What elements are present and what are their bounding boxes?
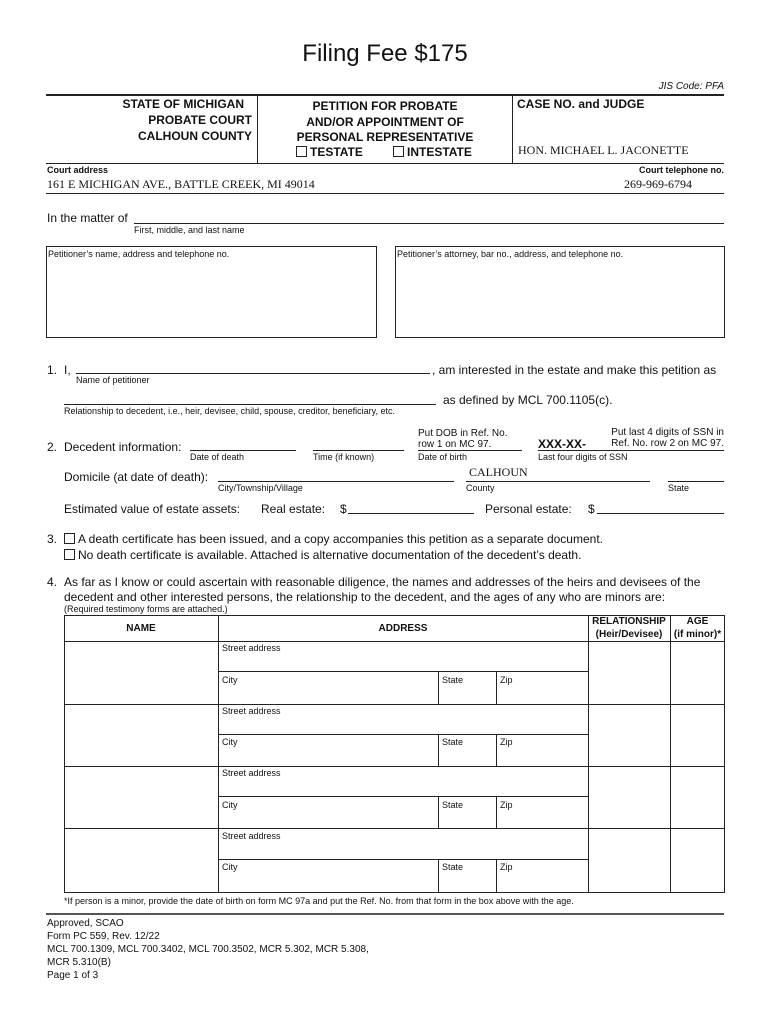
row1-state-label: State [442, 675, 464, 685]
domicile-state-field[interactable] [668, 481, 724, 482]
petition-title-2: AND/OR APPOINTMENT OF [306, 115, 464, 129]
item4-number: 4. [47, 575, 58, 589]
court-type: PROBATE COURT [148, 113, 252, 127]
court-phone: 269-969-6794 [624, 177, 692, 191]
header-divider-2 [512, 95, 513, 163]
jis-code: JIS Code: PFA [658, 81, 724, 92]
intestate-checkbox[interactable] [393, 146, 404, 157]
row2-zip-label: Zip [500, 737, 513, 747]
no-death-certificate-checkbox[interactable] [64, 549, 75, 560]
date-of-birth-label: Date of birth [418, 452, 468, 462]
footer-approved: Approved, SCAO [47, 918, 124, 929]
dob-note-1: Put DOB in Ref. No. [418, 428, 508, 439]
court-address: 161 E MICHIGAN AVE., BATTLE CREEK, MI 49014 [47, 177, 315, 191]
county-label: County [466, 483, 495, 493]
row3-state-rule [438, 796, 439, 828]
filing-fee-title: Filing Fee $175 [302, 40, 468, 67]
petitioner-box[interactable] [46, 246, 377, 338]
real-estate-dollar: $ [340, 502, 347, 516]
petition-title-3: PERSONAL REPRESENTATIVE [296, 130, 474, 144]
row3-city-label: City [222, 800, 238, 810]
court-phone-label: Court telephone no. [639, 165, 724, 175]
row4-street-label: Street address [222, 831, 281, 841]
matter-name-field[interactable] [134, 223, 724, 224]
date-of-death-field[interactable] [190, 450, 296, 451]
header-relationship-sub: (Heir/Devisee) [595, 629, 663, 640]
court-county: CALHOUN COUNTY [138, 129, 252, 143]
decedent-info-label: Decedent information: [64, 440, 182, 454]
dob-note-2: row 1 on MC 97. [418, 439, 492, 450]
matter-label: In the matter of [47, 211, 128, 225]
death-certificate-issued-label: A death certificate has been issued, and a copy accompanies this petition as a separate document. [78, 532, 603, 546]
intestate-option[interactable] [393, 145, 472, 159]
item1-tail: , am interested in the estate and make this petition as [432, 363, 717, 377]
judge-name: HON. MICHAEL L. JACONETTE [518, 143, 689, 157]
row1-zip-label: Zip [500, 675, 513, 685]
domicile-county-value: CALHOUN [469, 465, 528, 479]
table-col-rule-2 [588, 615, 589, 893]
header-name: NAME [126, 623, 156, 634]
relationship-label: Relationship to decedent, i.e., heir, devisee, child, spouse, creditor, beneficiary, etc. [64, 406, 396, 416]
attorney-box-label: Petitioner’s attorney, bar no., address, and telephone no. [397, 249, 624, 259]
footer-rule [46, 913, 724, 915]
row1-state-rule [438, 671, 439, 704]
row1-city-label: City [222, 675, 238, 685]
row1-mid-rule [218, 671, 588, 672]
row1-bottom-rule [64, 704, 725, 705]
death-certificate-option-1[interactable] [64, 532, 603, 546]
petitioner-name-field[interactable] [76, 373, 430, 374]
matter-sublabel: First, middle, and last name [134, 225, 245, 235]
row1-zip-rule [496, 671, 497, 704]
item4-text-1: As far as I know or could ascertain with reasonable diligence, the names and addresses of the heirs and devisees of the [64, 575, 701, 589]
case-judge-label: CASE NO. and JUDGE [517, 97, 645, 111]
row4-city-label: City [222, 862, 238, 872]
state-label: State [668, 483, 690, 493]
petition-title-1: PETITION FOR PROBATE [312, 99, 458, 113]
intestate-label: INTESTATE [407, 145, 472, 159]
petitioner-box-label: Petitioner’s name, address and telephone no. [48, 249, 230, 259]
row2-zip-rule [496, 734, 497, 766]
footer-mcr: MCR 5.310(B) [47, 957, 111, 968]
death-certificate-option-2[interactable] [64, 548, 581, 562]
item1-defined: as defined by MCL 700.1105(c). [443, 393, 613, 407]
row2-mid-rule [218, 734, 588, 735]
petitioner-name-label: Name of petitioner [76, 375, 150, 385]
header-relationship: RELATIONSHIP [592, 616, 666, 627]
row2-street-label: Street address [222, 706, 281, 716]
footer-form: Form PC 559, Rev. 12/22 [47, 931, 160, 942]
item1-lead: I, [64, 363, 71, 377]
row2-bottom-rule [64, 766, 725, 767]
footer-page: Page 1 of 3 [47, 970, 99, 981]
relationship-field[interactable] [64, 404, 436, 405]
domicile-city-field[interactable] [218, 481, 454, 482]
row4-zip-rule [496, 859, 497, 893]
row3-bottom-rule [64, 828, 725, 829]
court-state: STATE OF MICHIGAN [122, 97, 244, 111]
table-col-rule-1 [218, 615, 219, 893]
date-of-birth-field[interactable] [418, 450, 522, 451]
testate-option[interactable] [296, 145, 363, 159]
personal-estate-dollar: $ [588, 502, 595, 516]
testate-label: TESTATE [310, 145, 363, 159]
row3-state-label: State [442, 800, 464, 810]
personal-estate-label: Personal estate: [485, 502, 572, 516]
address-rule [46, 193, 724, 194]
personal-estate-field[interactable] [597, 513, 724, 514]
item2-number: 2. [47, 440, 58, 454]
table-col-rule-3 [670, 615, 671, 893]
header-bottom-rule [46, 163, 724, 164]
time-of-death-field[interactable] [313, 450, 404, 451]
row3-zip-label: Zip [500, 800, 513, 810]
item3-number: 3. [47, 532, 58, 546]
row4-zip-label: Zip [500, 862, 513, 872]
row3-zip-rule [496, 796, 497, 828]
row4-state-label: State [442, 862, 464, 872]
attorney-box[interactable] [395, 246, 725, 338]
item4-note: (Required testimony forms are attached.) [64, 604, 228, 614]
minor-footnote: *If person is a minor, provide the date of birth on form MC 97a and put the Ref. No. from that form in the box above with the age. [64, 896, 574, 906]
ssn-label: Last four digits of SSN [538, 452, 628, 462]
row2-state-rule [438, 734, 439, 766]
item4-text-2: decedent and other interested persons, the relationship to the decedent, and the ages of any who are minors are: [64, 590, 666, 604]
interested-persons-table [64, 615, 725, 893]
header-address: ADDRESS [378, 623, 428, 634]
row4-mid-rule [218, 859, 588, 860]
ssn-field[interactable] [538, 450, 724, 451]
real-estate-label: Real estate: [261, 502, 326, 516]
no-death-certificate-label: No death certificate is available. Attached is alternative documentation of the decedent’s death. [78, 548, 582, 562]
table-header-rule [64, 641, 725, 642]
real-estate-field[interactable] [348, 513, 474, 514]
ssn-note-1: Put last 4 digits of SSN in [611, 427, 724, 438]
estimated-value-label: Estimated value of estate assets: [64, 502, 241, 516]
ssn-note-2: Ref. No. row 2 on MC 97. [611, 438, 724, 449]
item1-number: 1. [47, 363, 58, 377]
date-of-death-label: Date of death [190, 452, 245, 462]
row3-mid-rule [218, 796, 588, 797]
header-age: AGE [686, 616, 709, 627]
domicile-label: Domicile (at date of death): [64, 470, 209, 484]
row1-street-label: Street address [222, 643, 281, 653]
footer-mcl: MCL 700.1309, MCL 700.3402, MCL 700.3502, MCR 5.302, MCR 5.308, [47, 944, 369, 955]
ssn-prefix: XXX-XX- [538, 437, 587, 451]
header-age-sub: (if minor)* [673, 629, 722, 640]
row3-street-label: Street address [222, 768, 281, 778]
death-certificate-issued-checkbox[interactable] [64, 533, 75, 544]
row2-city-label: City [222, 737, 238, 747]
row4-state-rule [438, 859, 439, 893]
time-label: Time (if known) [313, 452, 375, 462]
testate-checkbox[interactable] [296, 146, 307, 157]
header-top-rule [46, 94, 724, 96]
court-address-label: Court address [47, 165, 109, 175]
city-township-label: City/Township/Village [218, 483, 303, 493]
domicile-county-field[interactable] [466, 481, 650, 482]
row2-state-label: State [442, 737, 464, 747]
